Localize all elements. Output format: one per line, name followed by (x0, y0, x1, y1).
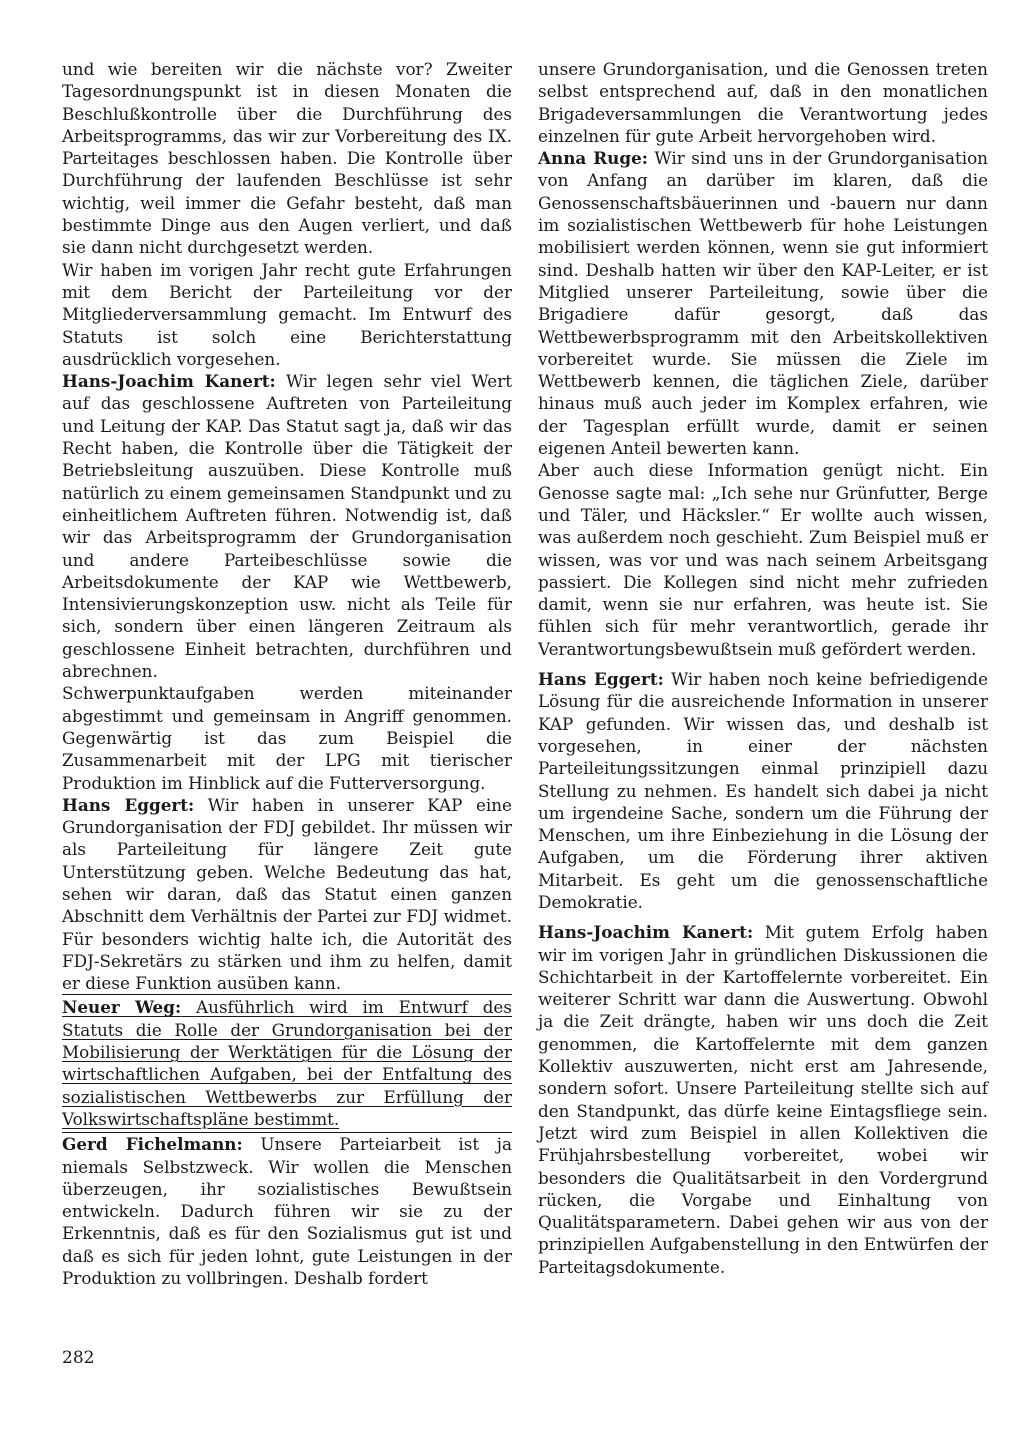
speaker-name: Gerd Fichelmann: (62, 1134, 243, 1155)
paragraph-right-4: Hans Eggert: Wir haben noch keine befriedigende Lösung für die ausreichende Information in unserer KAP gefunden. Wir wissen das, und deshalb ist vorgesehen, in einer der nächsten Parteileitungssitzungen einmal prinzipiell dazu Stellung zu nehmen. Es handelt sich dabei ja nicht um irgendeine Sache, sondern um die Führung der Menschen, um ihre Einbeziehung in die Lösung der Aufgaben, um die Förderung ihrer aktiven Mitarbeit. Es geht um die genossenschaftliche Demokratie. (538, 669, 988, 912)
paragraph-right-3: Aber auch diese Information genügt nicht. Ein Genosse sagte mal: „Ich sehe nur Grünfutter, Berge und Täler, und Häcksler.“ Er wollte auch wissen, was außerdem noch geschieht. Zum Beispiel muß er wissen, was vor und was nach seinem Arbeitsgang passiert. Die Kollegen sind nicht mehr zufrieden damit, wenn sie nur erfahren, was heute ist. Sie fühlen sich für mehr verantwortlich, gerade ihr Verantwortungsbewußtsein muß gefördert werden. (538, 460, 988, 659)
speaker-name: Hans-Joachim Kanert: (538, 922, 754, 943)
left-column (62, 58, 512, 1289)
speaker-name: Hans Eggert: (538, 669, 664, 690)
paragraph-left-5: Hans Eggert: Wir haben in unserer KAP eine Grundorganisation der FDJ gebildet. Ihr müssen wir als Parteileitung für längere Zeit gute Unterstützung geben. Welche Bedeutung das hat, sehen wir daran, daß das Statut einen ganzen Abschnitt dem Verhältnis der Partei zur FDJ widmet. Für besonders wichtig halte ich, die Autorität des FDJ-Sekretärs zu stärken und ihm zu helfen, damit er diese Funktion ausüben kann. (62, 794, 512, 994)
speaker-name: Neuer Weg: (62, 997, 182, 1018)
speaker-name: Anna Ruge: (538, 148, 648, 169)
editorial-question-box: Neuer Weg: Ausführlich wird im Entwurf des Statuts die Rolle der Grundorganisation bei der Mobilisierung der Werktätigen für die Lösung der wirtschaftlichen Aufgaben, bei der Entfaltung des sozialistischen Wettbewerbs zur Erfüllung der Volkswirtschaftspläne bestimmt. (62, 994, 512, 1133)
paragraph-right-1: unsere Grundorganisation, und die Genossen treten selbst entsprechend auf, daß in den monatlichen Brigadeversammlungen die Verantwortung jedes einzelnen für gute Arbeit hervorgehoben wird. (538, 59, 988, 146)
right-column (538, 58, 988, 1278)
paragraph-left-4: Schwerpunktaufgaben werden miteinander abgestimmt und gemeinsam in Angriff genommen. Gegenwärtig ist das zum Beispiel die Zusammenarbeit mit der LPG mit tierischer Produktion im Hinblick auf die Futterversorgung. (62, 683, 512, 793)
paragraph-left-7: Gerd Fichelmann: Unsere Parteiarbeit ist ja niemals Selbstzweck. Wir wollen die Menschen überzeugen, ihr sozialistisches Bewußtsein entwickeln. Dadurch führen wir sie zu der Erkenntnis, daß es für den Sozialismus gut ist und daß es sich für jeden lohnt, gute Leistungen in der Produktion zu vollbringen. Deshalb fordert (62, 1134, 512, 1289)
speaker-name: Hans-Joachim Kanert: (62, 371, 276, 392)
paragraph-left-1: und wie bereiten wir die nächste vor? Zweiter Tagesordnungspunkt ist in diesen Monaten die Beschlußkontrolle über die Durchführung des Arbeitsprogramms, das wir zur Vorbereitung des IX. Parteitages beschlossen haben. Die Kontrolle über Durchführung der laufenden Beschlüsse ist sehr wichtig, weil immer die Gefahr besteht, daß man bestimmte Dinge aus den Augen verliert, und daß sie dann nicht durchgesetzt werden. (62, 59, 512, 258)
paragraph-right-2: Anna Ruge: Wir sind uns in der Grundorganisation von Anfang an darüber im klaren, daß die Genossenschaftsbäuerinnen und -bauern nur dann im sozialistischen Wettbewerb für hohe Leistungen mobilisiert werden können, wenn sie gut informiert sind. Deshalb hatten wir über den KAP-Leiter, er ist Mitglied unserer Parteileitung, sowie über die Brigadiere dafür gesorgt, daß das Wettbewerbsprogramm mit den Arbeitskollektiven vorbereitet wurde. Sie müssen die Ziele im Wettbewerb kennen, die täglichen Ziele, darüber hinaus muß auch jeder im Komplex erfahren, wie der Tagesplan erfüllt wurde, damit er seinen eigenen Anteil bewerten kann. (538, 148, 988, 459)
paragraph-left-2: Wir haben im vorigen Jahr recht gute Erfahrungen mit dem Bericht der Parteileitung vor der Mitgliederversammlung gemacht. Im Entwurf des Statuts ist solch eine Berichterstattung ausdrücklich vorgesehen. (62, 259, 512, 369)
speaker-name: Hans Eggert: (62, 794, 195, 815)
paragraph-left-3: Hans-Joachim Kanert: Wir legen sehr viel Wert auf das geschlossene Auftreten von Parteileitung und Leitung der KAP. Das Statut sagt ja, daß wir das Recht haben, die Kontrolle über die Tätigkeit der Betriebsleitung auszuüben. Diese Kontrolle muß natürlich zu einem gemeinsamen Standpunkt und zu einheitlichem Auftreten führen. Notwendig ist, daß wir das Arbeitsprogramm der Grundorganisation und andere Parteibeschlüsse sowie die Arbeitsdokumente der KAP wie Wettbewerb, Intensivierungskonzeption usw. nicht als Teile für sich, sondern über einen längeren Zeitraum als geschlossene Einheit betrachten, durchführen und abrechnen. (62, 371, 512, 682)
page-number: 282 (62, 1348, 95, 1368)
paragraph-right-5: Hans-Joachim Kanert: Mit gutem Erfolg haben wir im vorigen Jahr in gründlichen Diskussionen die Schichtarbeit in der Kartoffelernte vorbereitet. Ein weiterer Schritt war dann die Auswertung. Obwohl ja die Zeit drängte, haben wir uns doch die Zeit genommen, die Kartoffelernte mit dem ganzen Kollektiv auszuwerten, nicht erst am Jahresende, sondern sofort. Unsere Parteileitung stellte sich auf den Standpunkt, das dürfe keine Eintagsfliege sein. Jetzt wird zum Beispiel in allen Kollektiven die Frühjahrsbestellung vorbereitet, wobei wir besonders die Qualitätsarbeit in den Vordergrund rücken, die Vorgabe und Einhaltung von Qualitätsparametern. Dabei gehen wir aus von der prinzipiellen Aufgabenstellung in den Entwürfen der Parteitagsdokumente. (538, 922, 988, 1277)
